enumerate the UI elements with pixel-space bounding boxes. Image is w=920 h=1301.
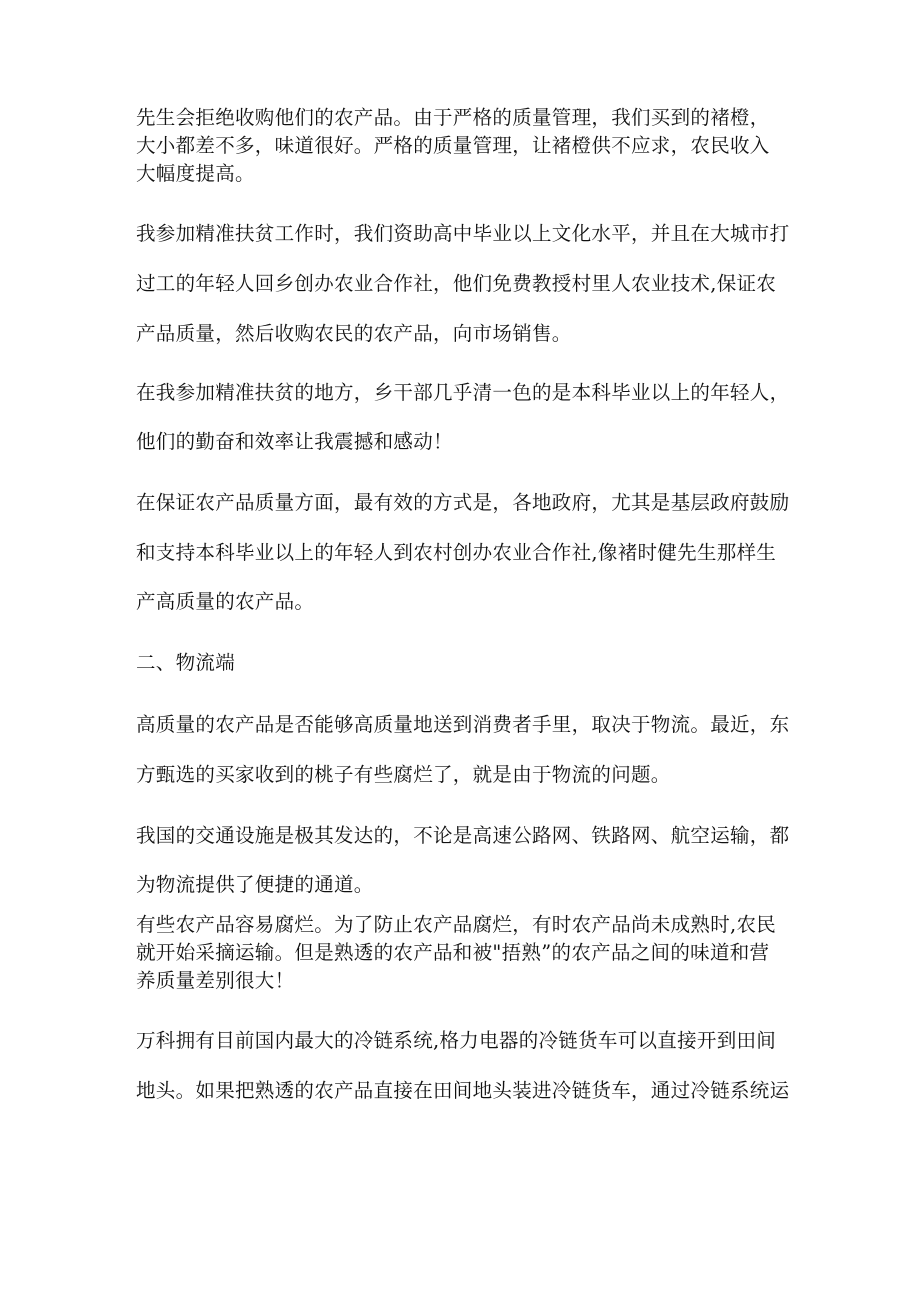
paragraph-line: 我参加精准扶贫工作时，我们资助高中毕业以上文化水平，并且在大城市打 <box>136 222 790 245</box>
paragraph-line: 养质量差别很大！ <box>136 969 295 992</box>
paragraph-line: 大小都差不多，味道很好。严格的质量管理，让褚橙供不应求，农民收入 <box>136 134 770 157</box>
paragraph-line: 万科拥有目前国内最大的冷链系统,格力电器的冷链货车可以直接开到田间 <box>136 1029 777 1052</box>
paragraph-line: 和支持本科毕业以上的年轻人到农村创办农业合作社,像褚时健先生那样生 <box>136 541 777 564</box>
section-heading: 二、物流端 <box>136 651 236 674</box>
paragraph-line: 产品质量，然后收购农民的农产品，向市场销售。 <box>136 322 572 345</box>
paragraph-line: 产高质量的农产品。 <box>136 590 315 613</box>
paragraph-line: 先生会拒绝收购他们的农产品。由于严格的质量管理，我们买到的褚橙， <box>136 106 770 129</box>
paragraph-line: 过工的年轻人回乡创办农业合作社，他们免费教授村里人农业技术,保证农 <box>136 272 777 295</box>
paragraph-line: 就开始采摘运输。但是熟透的农产品和被"捂熟”的农产品之间的味道和营 <box>136 941 770 964</box>
paragraph-line: 大幅度提高。 <box>136 162 255 185</box>
paragraph-line: 我国的交通设施是极其发达的，不论是高速公路网、铁路网、航空运输，都 <box>136 824 790 847</box>
paragraph-line: 方甄选的买家收到的桃子有些腐烂了，就是由于物流的问题。 <box>136 763 671 786</box>
paragraph-line: 他们的勤奋和效率让我震撼和感动！ <box>136 430 453 453</box>
paragraph-line: 地头。如果把熟透的农产品直接在田间地头装进冷链货车，通过冷链系统运 <box>136 1079 790 1102</box>
paragraph-line: 高质量的农产品是否能够高质量地送到消费者手里，取决于物流。最近，东 <box>136 713 790 736</box>
paragraph-line: 为物流提供了便捷的通道。 <box>136 873 374 896</box>
paragraph-line: 有些农产品容易腐烂。为了防止农产品腐烂，有时农产品尚未成熟时,农民 <box>136 913 777 936</box>
paragraph-line: 在我参加精准扶贫的地方，乡干部几乎清一色的是本科毕业以上的年轻人， <box>136 381 790 404</box>
paragraph-line: 在保证农产品质量方面，最有效的方式是，各地政府，尤其是基层政府鼓励 <box>136 491 790 514</box>
